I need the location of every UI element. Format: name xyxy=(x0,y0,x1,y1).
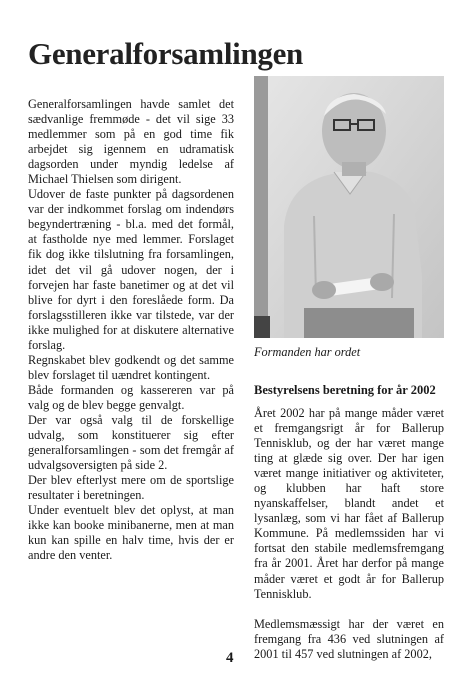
chairman-photo-icon xyxy=(254,76,444,338)
paragraph: Generalforsamlingen havde samlet det sædvanlige fremmøde - det vil sige 33 medlemmer som på en god time fik arbejdet sig igennem en udramatisk dagsorden under myndig ledelse af Michael Thielsen som dirigent. xyxy=(28,97,234,187)
page-number: 4 xyxy=(226,650,234,666)
paragraph: Udover de faste punkter på dagsordenen var der indkommet forslag om indendørs begyndertræning - bl.a. med det formål, at fastholde nye med lemmer. Forslaget fik dog ikke tilslutning fra forsamlingen, idet det vil gå udover nogen, der i forvejen har faste banetimer og at det vil blive for dyrt i den foreslåede form. Da forslagsstilleren ikke var tilstede, var der ikke mulighed for at diskutere alternative forslag. xyxy=(28,187,234,352)
paragraph: Under eventuelt blev det oplyst, at man ikke kan booke minibanerne, men at man kun kan spille en halv time, hvis der er andre den venter. xyxy=(28,503,234,563)
paragraph: Der var også valg til de forskellige udvalg, som konstituerer sig efter generalforsamlingen - som det fremgår af udvalgsoversigten på side 2. xyxy=(28,412,234,473)
paragraph: Både formanden og kassereren var på valg og de blev begge genvalgt. xyxy=(28,382,234,412)
paragraph: Året 2002 har på mange måder været et fremgangsrigt år for Ballerup Tennisklub, og der har været mange ting at glæde sig over. Der har igen været mange initiativer og aktiviteter, og klubben har haft store nyanskaffelser, blandt andet et lysanlæg, som vi har fået af Ballerup Kommune. På medlemssiden har vi fortsat den stabile medlemsfremgang fra år 2001. Året har derfor på mange måder været et godt år for Ballerup Tennisklub. xyxy=(254,406,444,601)
report-heading: Bestyrelsens beretning for år 2002 xyxy=(254,383,436,397)
chairman-photo xyxy=(254,76,444,338)
paragraph: Medlemsmæssigt har der været en fremgang fra 436 ved slutningen af 2001 til 457 ved slutningen af 2002, xyxy=(254,616,444,661)
page-title: Generalforsamlingen xyxy=(28,36,303,71)
paragraph: Der blev efterlyst mere om de sportslige resultater i beretningen. xyxy=(28,473,234,503)
right-column xyxy=(254,406,444,677)
photo-caption: Formanden har ordet xyxy=(254,345,361,359)
left-column xyxy=(28,97,234,563)
paragraph: Regnskabet blev godkendt og det samme blev forslaget til uændret kontingent. xyxy=(28,352,234,382)
